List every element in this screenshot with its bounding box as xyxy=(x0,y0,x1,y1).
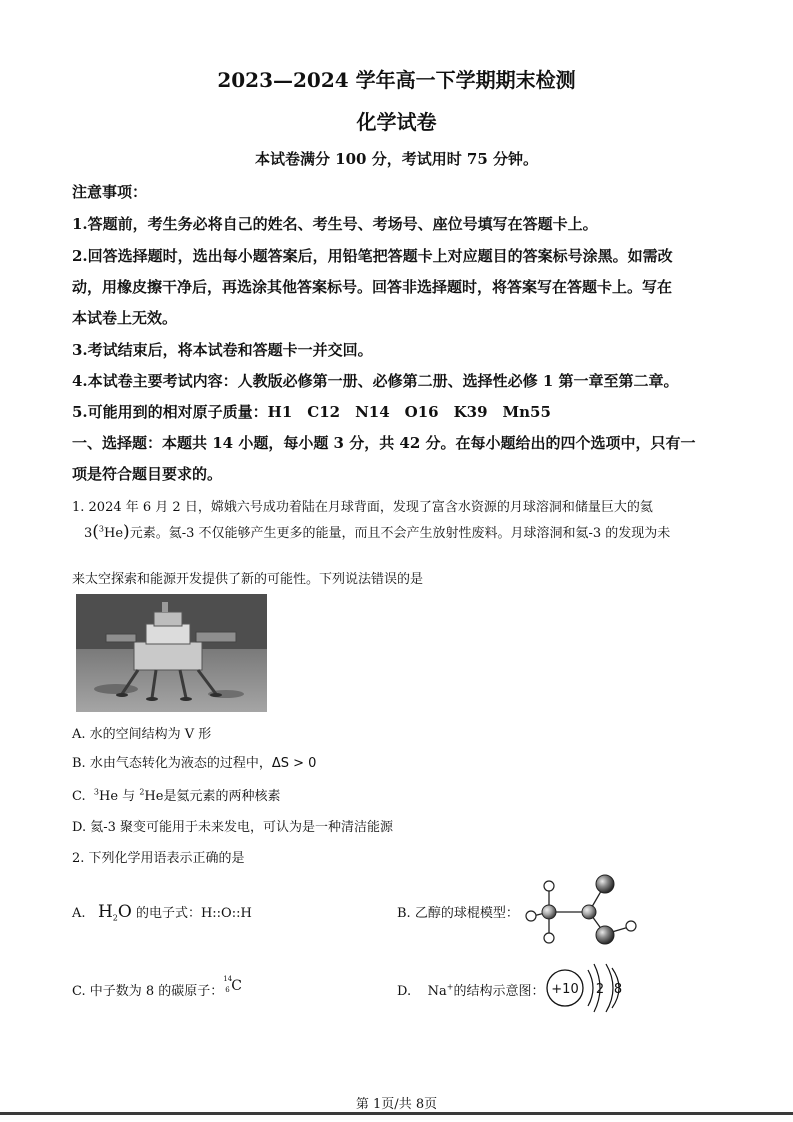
notice-item-2-line-3: 本试卷上无效。 xyxy=(72,309,178,327)
q1-stem-line-2-text: 元素。氦-3 不仅能够产生更多的能量，而且不会产生放射性废料。月球溶洞和氦-3 的发现为未 xyxy=(129,526,671,541)
section-1-line-1: 一、选择题：本题共 14 小题，每小题 3 分，共 42 分。在每小题给出的四个选项中，只有一 xyxy=(72,434,696,452)
exam-title: 2023—2024 学年高一下学期期末检测 xyxy=(217,68,576,92)
q2-option-c-nuclide xyxy=(223,975,243,995)
q2-option-b: B. 乙醇的球棍模型： xyxy=(397,906,519,921)
q1-stem-line-2: 3($^3$He)元素。氦-3 不仅能够产生更多的能量，而且不会产生放射性废料。月球溶洞和氦-3 的发现为未 xyxy=(84,522,671,542)
q1-option-c-mid: 与 xyxy=(122,789,136,804)
shell-2-electrons: 8 xyxy=(613,982,623,997)
sodium-ion-structure-diagram xyxy=(544,960,634,1016)
q2-option-d-charge: + xyxy=(446,982,454,992)
q1-stem-line-3: 来太空探索和能源开发提供了新的可能性。下列说法错误的是 xyxy=(72,572,424,587)
q1-option-c-text: 是氦元素的两种核素 xyxy=(163,789,281,804)
q2-option-c-mass: 14 xyxy=(223,975,233,983)
q2-option-c-z: 6 xyxy=(225,986,230,994)
q2-option-a-h: H xyxy=(97,902,113,922)
electron-shell-1-arc xyxy=(588,970,593,1006)
q2-stem: 2. 下列化学用语表示正确的是 xyxy=(72,851,245,866)
q1-option-c-symbol1: He xyxy=(98,789,119,804)
q1-he3-symbol: He xyxy=(104,526,124,541)
q1-option-b-math: ΔS > 0 xyxy=(271,756,317,771)
ethanol-ball-stick-model xyxy=(525,872,645,952)
notice-item-1: 1.答题前，考生务必将自己的姓名、考生号、考场号、座位号填写在答题卡上。 xyxy=(72,215,598,233)
q1-option-c xyxy=(72,785,280,804)
q1-option-b-text: B. 水由气态转化为液态的过程中， xyxy=(72,756,272,771)
exam-subject: 化学试卷 xyxy=(356,110,437,134)
q2-option-d-text: 的结构示意图： xyxy=(453,984,545,999)
q2-option-c-text: C. 中子数为 8 的碳原子： xyxy=(72,984,224,999)
q1-option-c-mass2: 2 xyxy=(139,787,145,797)
shell-1-electrons: 2 xyxy=(595,982,605,997)
nucleus-charge: +10 xyxy=(551,982,579,997)
q2-option-a xyxy=(72,902,252,923)
exam-info: 本试卷满分 100 分，考试用时 75 分钟。 xyxy=(254,150,539,168)
q2-option-c-symbol: C xyxy=(231,978,243,994)
section-1-line-2: 项是符合题目要求的。 xyxy=(72,465,223,483)
notice-item-3: 3.考试结束后，将本试卷和答题卡一并交回。 xyxy=(72,341,373,359)
notice-item-2-line-1: 2.回答选择题时，选出每小题答案后，用铅笔把答题卡上对应题目的答案标号涂黑。如需改 xyxy=(72,247,673,265)
q2-option-a-o: O xyxy=(117,902,132,922)
footer-rule xyxy=(0,1112,793,1115)
q1-option-a: A. 水的空间结构为 V 形 xyxy=(72,727,212,742)
q1-option-b xyxy=(72,752,316,771)
q2-option-d-ion: Na xyxy=(427,984,447,999)
q2-option-a-sub: 2 xyxy=(112,913,118,923)
electron-shell-2-arc xyxy=(606,964,613,1012)
notice-item-5: 5.可能用到的相对原子质量：H1 C12 N14 O16 K39 Mn55 xyxy=(72,403,551,421)
q1-option-c-symbol2: He xyxy=(144,789,164,804)
lunar-lander-photo xyxy=(76,594,267,712)
q1-option-d: D. 氦-3 聚变可能用于未来发电，可认为是一种清洁能源 xyxy=(72,820,394,835)
notice-item-4: 4.本试卷主要考试内容：人教版必修第一册、必修第二册、选择性必修 1 第一章至第二章。 xyxy=(72,372,679,390)
lunar-lander-illustration xyxy=(76,594,267,712)
page-number: 第 1页/共 8页 xyxy=(355,1097,438,1112)
q2-option-c xyxy=(72,975,243,999)
q1-option-c-label: C. xyxy=(72,789,86,804)
q2-option-d-label: D. xyxy=(397,984,412,999)
q1-he3-mass: 3 xyxy=(98,524,105,534)
q1-he3-prefix: 3 xyxy=(84,526,93,541)
q2-option-d xyxy=(397,980,544,999)
q2-option-a-text: 的电子式：H::O::H xyxy=(135,906,252,921)
q2-option-a-label: A. xyxy=(72,906,86,921)
notice-heading: 注意事项： xyxy=(72,183,148,201)
q1-stem-line-1: 1. 2024 年 6 月 2 日，嫦娥六号成功着陆在月球背面，发现了富含水资源的月球溶洞和储量巨大的氦 xyxy=(72,500,653,515)
q1-option-c-mass1: 3 xyxy=(93,787,99,797)
notice-item-2-line-2: 动，用橡皮擦干净后，再选涂其他答案标号。回答非选择题时，将答案写在答题卡上。写在 xyxy=(72,278,673,296)
